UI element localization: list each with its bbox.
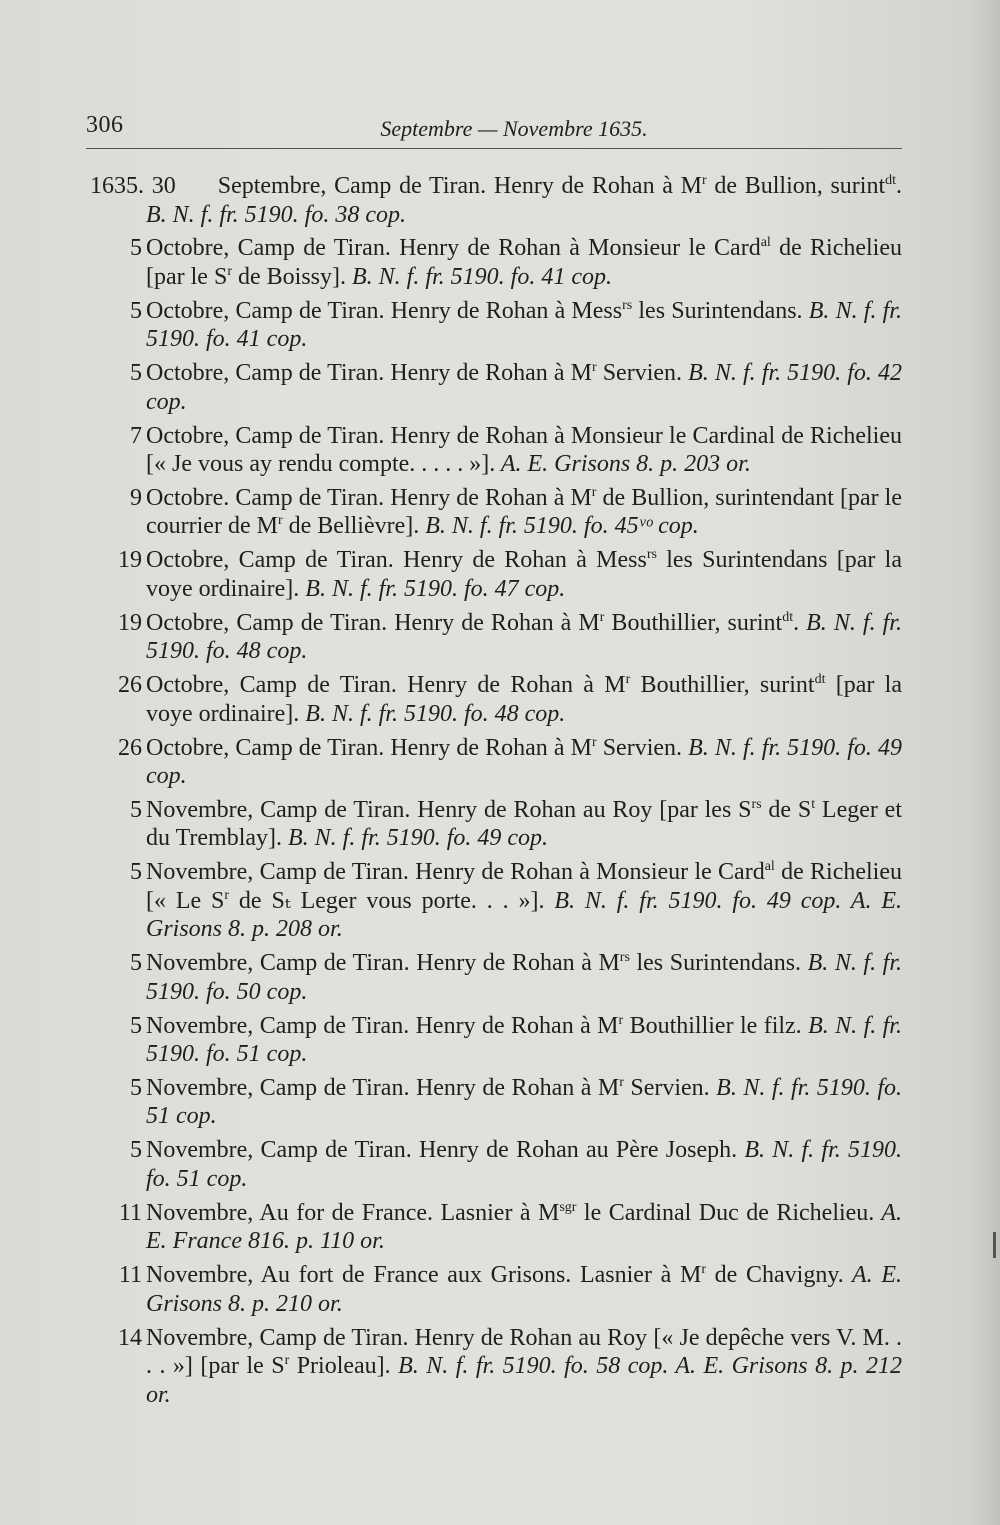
entry-month: Novembre bbox=[146, 1012, 248, 1039]
archive-reference: A. E. France 816. p. 110 or. bbox=[146, 1199, 902, 1255]
entry-item bbox=[90, 1074, 902, 1131]
entry-text: , Camp de Tiran. Henry de Rohan à M bbox=[223, 360, 592, 387]
entry-text: les Surintendans. bbox=[629, 950, 802, 977]
entry-item bbox=[90, 422, 902, 479]
entry-month: Novembre bbox=[146, 1262, 248, 1289]
entry-day: 5 bbox=[130, 1137, 142, 1164]
entry-text: , Camp de Tiran. Henry de Rohan au Père Joseph. bbox=[247, 1137, 738, 1164]
superscript: rs bbox=[646, 547, 657, 563]
archive-reference: B. N. f. fr. 5190. fo. 47 cop. bbox=[299, 575, 566, 602]
entry-month: Octobre bbox=[146, 422, 224, 449]
entry-day: 9 bbox=[130, 484, 142, 511]
entry-day: 1635. 30 bbox=[90, 173, 176, 199]
entry-text: de S bbox=[761, 796, 812, 823]
entry-item bbox=[90, 949, 902, 1006]
superscript: r bbox=[701, 173, 707, 188]
archive-reference: B. N. f. fr. 5190. fo. 51 cop. bbox=[146, 1137, 902, 1192]
entry-text: , Camp de Tiran. Henry de Rohan à M bbox=[223, 609, 600, 636]
archive-reference: B. N. f. fr. 5190. fo. 49 cop. bbox=[282, 825, 549, 852]
entry-month: Octobre bbox=[146, 672, 224, 699]
entry-text: , Camp de Tiran. Henry de Rohan à M bbox=[223, 672, 626, 699]
superscript: dt bbox=[782, 609, 794, 625]
superscript: r bbox=[284, 1353, 290, 1369]
entry-day: 5 bbox=[130, 1012, 142, 1039]
entry-text: , Camp de Tiran. Henry de Rohan à Mess bbox=[223, 547, 647, 574]
entry-text: . bbox=[896, 173, 902, 199]
superscript: rs bbox=[622, 297, 633, 313]
entry-day: 7 bbox=[130, 422, 142, 449]
entry-day: 5 bbox=[130, 360, 142, 387]
entry-item bbox=[90, 734, 902, 791]
entry-text: de Boissy]. bbox=[231, 263, 346, 290]
entry-day: 26 bbox=[118, 734, 142, 761]
entry-month: Novembre bbox=[146, 796, 248, 823]
entry-text: le Cardinal Duc de Richelieu. bbox=[576, 1199, 875, 1226]
entry-item bbox=[90, 1012, 902, 1069]
entry-day: 5 bbox=[130, 235, 142, 262]
entry-text: de Richelieu [par le S bbox=[146, 235, 902, 290]
archive-reference: B. N. f. fr. 5190. fo. 48 cop. bbox=[299, 700, 566, 727]
superscript: r bbox=[618, 1012, 624, 1028]
superscript: rs bbox=[619, 950, 630, 966]
entry-month: Octobre bbox=[146, 484, 224, 511]
archive-reference: B. N. f. fr. 5190. fo. 45ᵛᵒ cop. bbox=[419, 513, 699, 540]
entry-text: de Bellièvre]. bbox=[282, 513, 420, 540]
superscript: r bbox=[701, 1262, 706, 1278]
entry-day: 11 bbox=[118, 1262, 142, 1289]
entry-day: 5 bbox=[130, 950, 142, 977]
superscript: rs bbox=[751, 796, 762, 812]
entry-text: , Au fort de France aux Grisons. Lasnier à M bbox=[247, 1262, 702, 1289]
archive-reference: B. N. f. fr. 5190. fo. 51 cop. bbox=[146, 1074, 902, 1130]
entry-text: de Chavigny. bbox=[705, 1262, 844, 1289]
entry-text: Bouthillier le filz. bbox=[623, 1012, 802, 1039]
entry-text: Prioleau]. bbox=[289, 1353, 391, 1380]
entry-text: . bbox=[793, 609, 800, 636]
entry-text: , Camp de Tiran. Henry de Rohan à M bbox=[320, 173, 702, 199]
entry-month: Octobre bbox=[146, 609, 224, 636]
entry-day: 14 bbox=[118, 1324, 142, 1351]
entry-text: Leger et du Tremblay]. bbox=[146, 796, 903, 852]
entry-item bbox=[90, 609, 902, 666]
archive-reference: B. N. f. fr. 5190. fo. 42 cop. bbox=[146, 360, 902, 415]
entry-item bbox=[90, 172, 902, 229]
margin-mark bbox=[993, 1232, 996, 1258]
superscript: dt bbox=[814, 672, 826, 688]
entry-month: Octobre bbox=[146, 547, 224, 574]
superscript: r bbox=[599, 609, 605, 625]
superscript: r bbox=[619, 1074, 624, 1090]
entry-day: 11 bbox=[118, 1199, 142, 1226]
superscript: r bbox=[227, 263, 232, 279]
superscript: al bbox=[764, 859, 775, 875]
entry-day: 26 bbox=[118, 672, 142, 699]
entry-item bbox=[90, 1199, 902, 1256]
entry-month: Novembre bbox=[146, 1199, 248, 1226]
page-header bbox=[86, 108, 902, 149]
entry-item bbox=[90, 546, 902, 603]
entry-month: Octobre bbox=[146, 734, 224, 761]
entry-item bbox=[90, 359, 902, 416]
entry-day: 19 bbox=[118, 609, 142, 636]
superscript: r bbox=[625, 672, 631, 688]
archive-reference: B. N. f. fr. 5190. fo. 49 cop. bbox=[146, 734, 902, 790]
entry-text: , Camp de Tiran. Henry de Rohan à Mess bbox=[223, 297, 623, 324]
archive-reference: B. N. f. fr. 5190. fo. 41 cop. bbox=[146, 297, 902, 353]
entry-text: , Camp de Tiran. Henry de Rohan à Monsieur le Card bbox=[247, 859, 765, 886]
entry-item bbox=[90, 671, 902, 728]
entry-list bbox=[90, 172, 902, 1414]
entry-day: 5 bbox=[130, 297, 142, 324]
entry-text: de Bullion, surintendant [par le courrier de M bbox=[146, 484, 902, 540]
entry-text: , Au for de France. Lasnier à M bbox=[247, 1199, 560, 1226]
archive-reference: B. N. f. fr. 5190. fo. 49 cop. A. E. Grisons 8. p. 208 or. bbox=[146, 887, 903, 943]
entry-text: , Camp de Tiran. Henry de Rohan à M bbox=[247, 1074, 620, 1101]
superscript: r bbox=[591, 360, 597, 376]
entry-item bbox=[90, 234, 902, 291]
entry-item bbox=[90, 796, 902, 853]
entry-month: Novembre bbox=[146, 1324, 248, 1351]
entry-day: 5 bbox=[130, 796, 142, 823]
entry-text: Servien. bbox=[596, 734, 683, 761]
superscript: r bbox=[591, 484, 597, 500]
archive-reference: B. N. f. fr. 5190. fo. 48 cop. bbox=[146, 609, 902, 665]
entry-text: Servien. bbox=[623, 1074, 710, 1101]
entry-item bbox=[90, 484, 902, 541]
entry-text: , Camp de Tiran. Henry de Rohan à M bbox=[247, 1012, 619, 1039]
archive-reference: A. E. Grisons 8. p. 203 or. bbox=[495, 451, 751, 478]
page-edge-shadow bbox=[970, 0, 1000, 1525]
superscript: dt bbox=[885, 173, 896, 188]
entry-text: Servien. bbox=[596, 360, 683, 387]
entry-item bbox=[90, 1261, 902, 1318]
entry-day: 5 bbox=[130, 1074, 142, 1101]
entry-month: Novembre bbox=[146, 950, 248, 977]
entry-item bbox=[90, 858, 902, 944]
entry-text: . Camp de Tiran. Henry de Rohan à M bbox=[223, 484, 592, 511]
superscript: r bbox=[224, 887, 230, 903]
entry-text: , Camp de Tiran. Henry de Rohan à Monsieur le Card bbox=[223, 235, 761, 262]
archive-reference: B. N. f. fr. 5190. fo. 58 cop. A. E. Grisons 8. p. 212 or. bbox=[146, 1353, 902, 1408]
entry-text: de Bullion, surint bbox=[706, 173, 886, 199]
entry-text: , Camp de Tiran. Henry de Rohan à M bbox=[223, 734, 592, 761]
superscript: r bbox=[277, 513, 283, 529]
archive-reference: B. N. f. fr. 5190. fo. 51 cop. bbox=[146, 1012, 902, 1068]
superscript: t bbox=[811, 796, 816, 812]
superscript: al bbox=[760, 235, 771, 251]
entry-month: Novembre bbox=[146, 1074, 248, 1101]
entry-item bbox=[90, 1324, 902, 1410]
entry-text: Bouthillier, surint bbox=[604, 609, 783, 636]
entry-item bbox=[90, 297, 902, 354]
entry-month: Octobre bbox=[146, 235, 224, 262]
entry-day: 19 bbox=[118, 547, 142, 574]
entry-text: les Surintendans [par la voye ordinaire]. bbox=[146, 547, 903, 602]
entry-month: Novembre bbox=[146, 1137, 248, 1164]
running-title: Septembre — Novembre 1635. bbox=[380, 116, 648, 141]
archive-reference: B. N. f. fr. 5190. fo. 41 cop. bbox=[345, 263, 612, 290]
entry-text: de Richelieu [« Le S bbox=[146, 859, 902, 914]
archive-reference: B. N. f. fr. 5190. fo. 38 cop. bbox=[146, 201, 407, 228]
entry-month: Octobre bbox=[146, 297, 224, 324]
entry-day: 5 bbox=[130, 859, 142, 886]
archive-reference: A. E. Grisons 8. p. 210 or. bbox=[146, 1262, 903, 1317]
entry-item bbox=[90, 1136, 902, 1193]
page-number: 306 bbox=[86, 112, 124, 138]
entry-text: , Camp de Tiran. Henry de Rohan au Roy [« Je depêche vers V. M. . . . »] [par le S bbox=[146, 1324, 902, 1380]
entry-text: , Camp de Tiran. Henry de Rohan à M bbox=[247, 950, 620, 977]
entry-month: Octobre bbox=[146, 360, 224, 387]
entry-text: de Sₜ Leger vous porte. . . »]. bbox=[229, 887, 545, 914]
entry-text: Bouthillier, surint bbox=[630, 672, 815, 699]
entry-text: , Camp de Tiran. Henry de Rohan à Monsieur le Cardinal de Richelieu [« Je vous ay rendu compte. . . . . »]. bbox=[146, 422, 902, 478]
entry-text: [par la voye ordinaire]. bbox=[146, 672, 902, 727]
entry-text: les Surintendans. bbox=[632, 297, 803, 324]
superscript: sgr bbox=[559, 1199, 577, 1215]
archive-reference: B. N. f. fr. 5190. fo. 50 cop. bbox=[146, 950, 902, 1005]
entry-text: , Camp de Tiran. Henry de Rohan au Roy [par les S bbox=[247, 796, 752, 823]
superscript: r bbox=[591, 734, 597, 750]
entry-month: Septembre bbox=[217, 173, 321, 199]
entry-month: Novembre bbox=[146, 859, 248, 886]
